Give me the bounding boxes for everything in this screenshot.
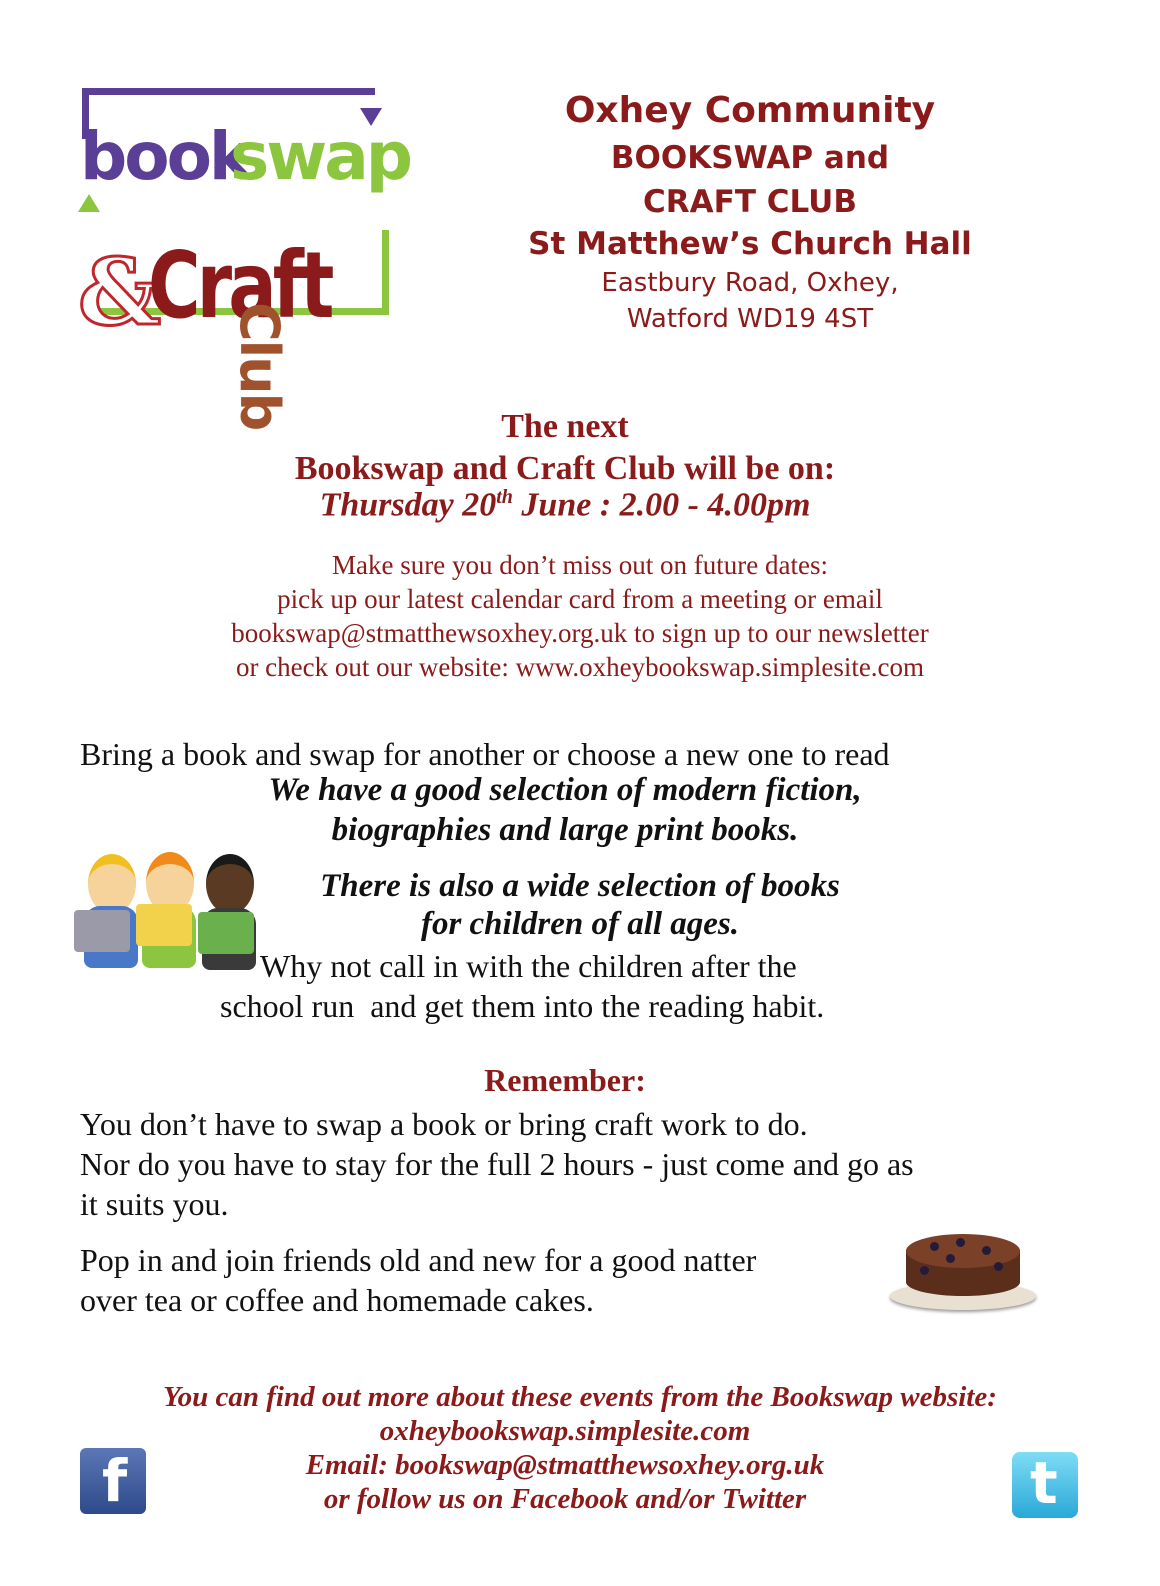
next-event-intro: The next: [501, 408, 629, 445]
cake-berry: [920, 1266, 929, 1275]
next-event-heading: Bookswap and Craft Club will be on:: [294, 450, 836, 487]
remember-line-3: it suits you.: [80, 1186, 229, 1222]
why-not-line-2: school run and get them into the reading habit.: [220, 988, 825, 1024]
logo-ampersand: &: [78, 238, 162, 346]
future-dates-line-1: Make sure you don’t miss out on future dates:: [332, 550, 828, 580]
logo-arrow-up-icon: [78, 194, 100, 212]
future-dates-line-4: or check out our website: www.oxheybookswap.simplesite.com: [235, 652, 925, 682]
cake-illustration: [890, 1228, 1036, 1314]
remember-line-1: You don’t have to swap a book or bring craft work to do.: [80, 1106, 808, 1142]
bookswap-craft-club-logo: [78, 80, 411, 430]
selection-line-2: biographies and large print books.: [331, 812, 799, 848]
header-venue: St Matthew’s Church Hall: [528, 226, 972, 262]
logo-word-book: book: [80, 118, 250, 195]
header-subtitle-2: CRAFT CLUB: [643, 184, 857, 220]
twitter-glyph: t: [1030, 1449, 1058, 1517]
future-dates-line-2: pick up our latest calendar card from a meeting or email: [277, 584, 883, 614]
date-prefix: Thursday 20: [319, 486, 497, 524]
selection-line-1: We have a good selection of modern fiction,: [268, 772, 862, 808]
remember-heading: Remember:: [484, 1062, 646, 1098]
header-subtitle-1: BOOKSWAP and: [610, 140, 890, 176]
children-selection-line-1: There is also a wide selection of books: [320, 868, 840, 904]
header-title: Oxhey Community: [564, 90, 936, 131]
cake-berry: [930, 1242, 939, 1251]
footer-email-link[interactable]: Email: bookswap@stmatthewsoxhey.org.uk: [305, 1449, 825, 1481]
footer-info-line: You can find out more about these events from the Bookswap website:: [163, 1381, 997, 1413]
pop-in-line-1: Pop in and join friends old and new for a good natter: [80, 1242, 757, 1278]
footer-website-link[interactable]: oxheybookswap.simplesite.com: [379, 1415, 751, 1447]
footer-follow-line: or follow us on Facebook and/or Twitter: [323, 1483, 807, 1515]
twitter-icon[interactable]: [1012, 1449, 1078, 1518]
date-suffix: June : 2.00 - 4.00pm: [512, 486, 811, 524]
header-address-2: Watford WD19 4ST: [626, 304, 874, 334]
logo-word-craft: Craft: [148, 232, 331, 339]
cake-berry: [994, 1262, 1003, 1271]
remember-line-2: Nor do you have to stay for the full 2 hours - just come and go as: [80, 1146, 914, 1182]
date-ordinal: th: [496, 486, 513, 508]
children-selection-line-2: for children of all ages.: [420, 906, 740, 942]
next-event-date: [0, 486, 1145, 524]
logo-word-swap: swap: [230, 118, 411, 195]
header-address-1: Eastbury Road, Oxhey,: [601, 268, 899, 298]
pop-in-line-2: over tea or coffee and homemade cakes.: [80, 1282, 594, 1318]
logo-word-club: Club: [228, 302, 291, 430]
future-dates-line-3: bookswap@stmatthewsoxhey.org.uk to sign up to our newsletter: [231, 618, 929, 648]
why-not-line-1: Why not call in with the children after the: [260, 948, 797, 984]
cake-berry: [982, 1246, 991, 1255]
facebook-glyph: f: [102, 1447, 128, 1515]
facebook-icon[interactable]: [80, 1448, 146, 1514]
bring-a-book-text: Bring a book and swap for another or choose a new one to read: [80, 736, 890, 772]
cake-berry: [956, 1238, 965, 1247]
cake-berry: [946, 1254, 955, 1263]
